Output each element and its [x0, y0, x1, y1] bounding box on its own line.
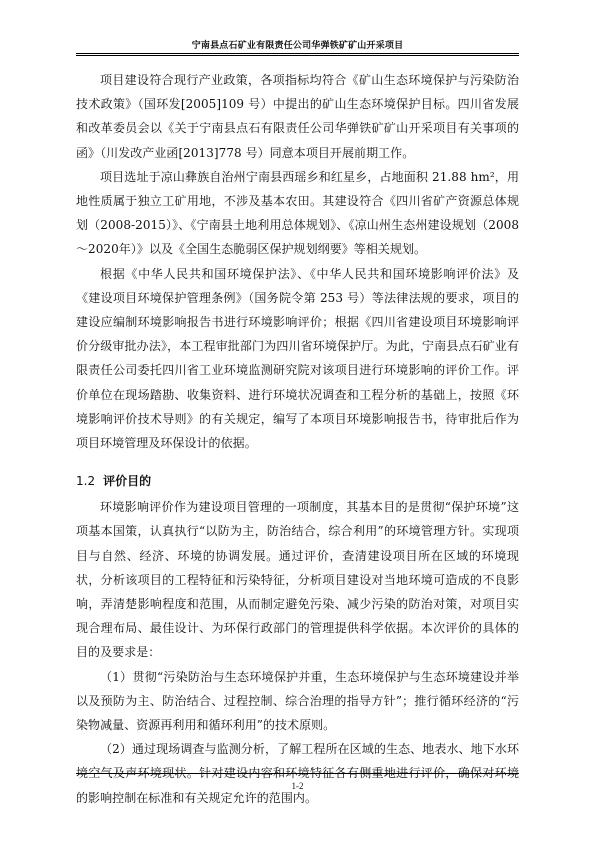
paragraph: 根据《中华人民共和国环境保护法》、《中华人民共和国环境影响评价法》及《建设项目环境保护管理条例》（国务院令第 253 号）等法律法规的要求，项目的建设应编制环境影响报告书进行环境影响评价；根据《四川省建设项目环境影响评价分级审批办法》，本工程审批部门为四川省环境保护厅。为此，宁南县点石矿业有限责任公司委托四川省工业环境监测研究院对该项目进行环境影响的评价工作。评价单位在现场踏勘、收集资料、进行环境状况调查和工程分析的基础上，按照《环境影响评价技术导则》的有关规定，编写了本项目环境影响报告书，待审批后作为项目环境管理及环保设计的依据。 — [76, 266, 519, 451]
section-title: 评价目的 — [103, 474, 152, 489]
footer-rule — [76, 773, 519, 774]
paragraph: 环境影响评价作为建设项目管理的一项制度，其基本目的是贯彻“保护环境”这项基本国策，认真执行“以防为主，防治结合，综合利用”的环境管理方针。实现项目与自然、经济、环境的协调发展。通过评价，查清建设项目所在区域的环境现状，分析该项目的工程特征和污染特征，分析项目建设对当地环境可造成的不良影响，弄清楚影响程度和范围，从而制定避免污染、减少污染的防治对策，对项目实现合理布局、最佳设计、为环保行政部门的管理提供科学依据。本次评价的具体的目的及要求是： — [76, 500, 519, 660]
paragraph: 项目选址于凉山彝族自治州宁南县西瑶乡和红星乡，占地面积 21.88 hm²，用地性质属于独立工矿用地，不涉及基本农田。其建设符合《四川省矿产资源总体规划（2008-2015）》、《宁南县土地利用总体规划》、《凉山州生态州建设规划（2008～2020年）》以及《全国生态脆弱区保护规划纲要》等相关规划。 — [76, 169, 519, 257]
section-heading — [76, 471, 519, 491]
page-number: 1-2 — [291, 781, 304, 791]
document-body — [76, 68, 519, 810]
header-rule-thin — [76, 55, 519, 56]
paragraph: 项目建设符合现行产业政策，各项指标均符合《矿山生态环境保护与污染防治技术政策》（国环发[2005]109 号）中提出的矿山生态环境保护目标。四川省发展和改革委员会以《关于宁南县点石有限责任公司华弹铁矿矿山开采项目有关事项的函》（川发改产业函[2013]778 号）同意本项目开展前期工作。 — [76, 73, 519, 160]
section-number: 1.2 — [76, 474, 96, 489]
page-header-title: 宁南县点石矿业有限责任公司华弹铁矿矿山开采项目 — [191, 41, 404, 51]
header-rule — [76, 53, 519, 54]
list-item-paragraph: （2）通过现场调查与监测分析，了解工程所在区域的生态、地表水、地下水环境空气及声环境现状。针对建设内容和环境特征各有侧重地进行评价，确保对环境的影响控制在标准和有关规定允许的范围内。 — [76, 742, 519, 805]
list-item-paragraph: （1）贯彻“污染防治与生态环境保护并重，生态环境保护与生态环境建设并举以及预防为主、防治结合、过程控制、综合治理的指导方针”；推行循环经济的“污染物减量、资源再利用和循环利用”的技术原则。 — [76, 669, 519, 733]
